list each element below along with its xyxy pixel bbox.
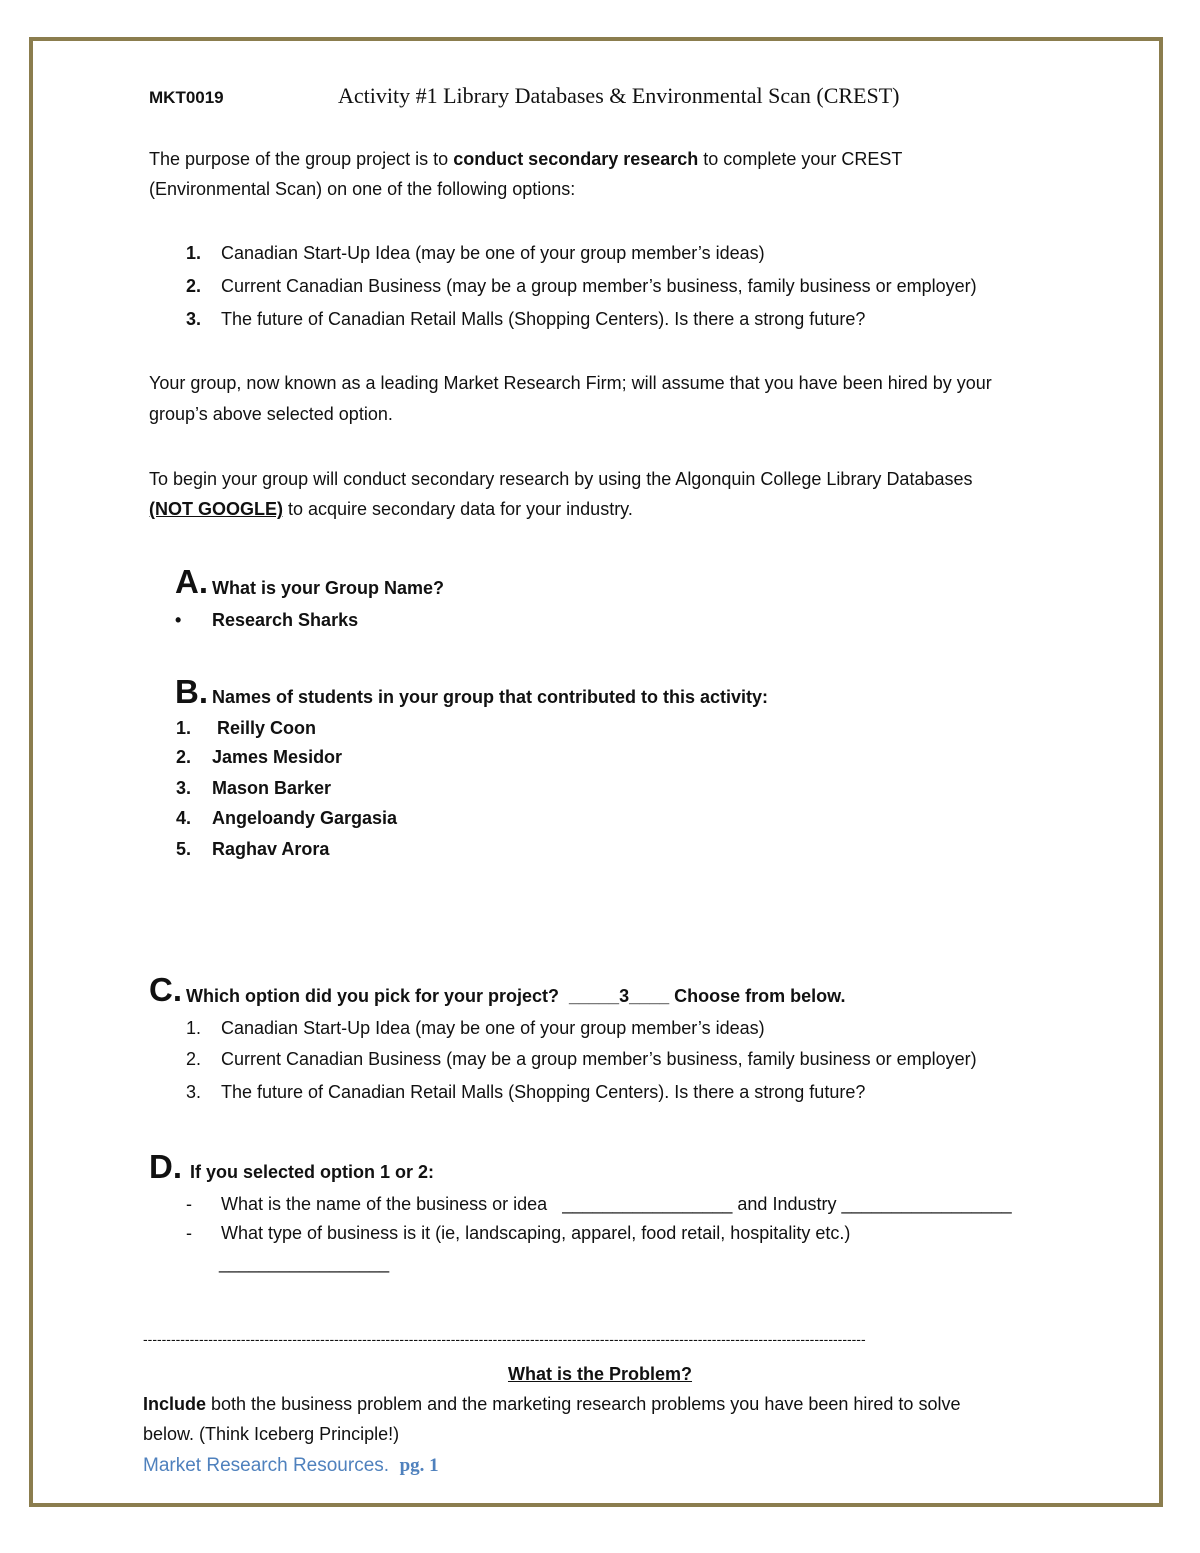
- begin-para-line-1: To begin your group will conduct secondary research by using the Algonquin College Library Databases: [149, 469, 973, 489]
- member-name: Reilly Coon: [217, 718, 317, 738]
- section-d-question: If you selected option 1 or 2:: [190, 1162, 435, 1182]
- section-d-letter: D.: [149, 1148, 182, 1185]
- option-text: Canadian Start-Up Idea (may be one of your group member’s ideas): [221, 1018, 765, 1038]
- option-number: 1.: [186, 243, 202, 263]
- option-number: 1.: [186, 1018, 202, 1038]
- option-number: 2.: [186, 1049, 202, 1069]
- bullet-icon: •: [175, 610, 182, 630]
- business-name-blank: _________________: [562, 1194, 733, 1214]
- member-name: Mason Barker: [212, 778, 332, 798]
- separator-line: -----------------------------------------------------------------------------------------------------------------------------------------------------------: [143, 1331, 866, 1347]
- begin-para-line-2: (NOT GOOGLE) to acquire secondary data for your industry.: [149, 499, 633, 519]
- member-number: 5.: [176, 839, 192, 859]
- business-name-line: What is the name of the business or idea _________________ and Industry _________________: [221, 1194, 1012, 1214]
- dash-bullet: -: [186, 1223, 192, 1243]
- member-name: Angeloandy Gargasia: [212, 808, 398, 828]
- option-number: 3.: [186, 309, 202, 329]
- option-text: Current Canadian Business (may be a group member’s business, family business or employer): [221, 1049, 977, 1069]
- group-name-answer: Research Sharks: [212, 610, 359, 630]
- problem-line-2: below. (Think Iceberg Principle!): [143, 1424, 400, 1444]
- industry-blank: _________________: [841, 1194, 1012, 1214]
- group-para-line-2: group’s above selected option.: [149, 404, 393, 424]
- option-text: Canadian Start-Up Idea (may be one of your group member’s ideas): [221, 243, 765, 263]
- section-b-question: Names of students in your group that contributed to this activity:: [212, 687, 769, 707]
- section-a-question: What is your Group Name?: [212, 578, 445, 598]
- section-b-letter: B.: [175, 673, 208, 710]
- document-title: Activity #1 Library Databases & Environmental Scan (CREST): [338, 83, 900, 108]
- section-c-question: Which option did you pick for your project? _____3____ Choose from below.: [186, 986, 846, 1006]
- page-footer: Market Research Resources. pg. 1: [143, 1455, 439, 1476]
- problem-heading: What is the Problem?: [507, 1364, 693, 1384]
- chosen-option-answer: _____3____: [569, 986, 670, 1006]
- option-text: The future of Canadian Retail Malls (Shopping Centers). Is there a strong future?: [221, 1082, 866, 1102]
- group-para-line-1: Your group, now known as a leading Market Research Firm; will assume that you have been hired by your: [149, 373, 992, 393]
- business-type-blank: _________________: [219, 1253, 390, 1273]
- problem-line-1: Include both the business problem and the marketing research problems you have been hired to solve: [143, 1394, 961, 1414]
- section-c-letter: C.: [149, 971, 182, 1008]
- option-text: Current Canadian Business (may be a group member’s business, family business or employer): [221, 276, 977, 296]
- member-number: 3.: [176, 778, 192, 798]
- member-number: 2.: [176, 747, 192, 767]
- intro-line-1: The purpose of the group project is to conduct secondary research to complete your CREST: [149, 149, 903, 169]
- business-type-line: What type of business is it (ie, landscaping, apparel, food retail, hospitality etc.): [221, 1223, 851, 1243]
- dash-bullet: -: [186, 1194, 192, 1214]
- option-number: 2.: [186, 276, 202, 296]
- option-number: 3.: [186, 1082, 202, 1102]
- course-code: MKT0019: [149, 88, 224, 107]
- intro-line-2: (Environmental Scan) on one of the following options:: [149, 179, 576, 199]
- page-number: pg. 1: [399, 1455, 439, 1476]
- option-text: The future of Canadian Retail Malls (Shopping Centers). Is there a strong future?: [221, 309, 866, 329]
- member-name: James Mesidor: [212, 747, 343, 767]
- member-number: 1.: [176, 718, 192, 738]
- member-number: 4.: [176, 808, 192, 828]
- member-name: Raghav Arora: [212, 839, 330, 859]
- section-a-letter: A.: [175, 563, 208, 600]
